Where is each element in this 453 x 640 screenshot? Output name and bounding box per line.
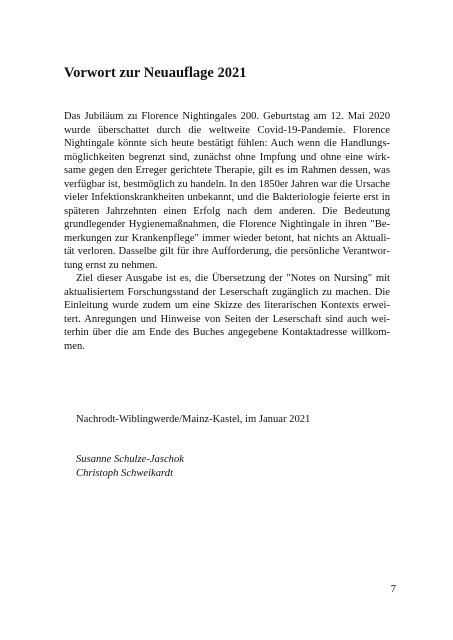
author-signatures [76,453,376,480]
place-and-date: Nachrodt-Wiblingwerde/Mainz-Kastel, im Januar 2021 [76,414,311,425]
author-name-1: Susanne Schulze-Jaschok [76,454,184,465]
paragraph-2: Ziel dieser Ausgabe ist es, die Übersetzung der "Notes on Nursing" mit aktualisiertem Forschungsstand der Leserschaft zugänglich zu machen. Die Einleitung wurde zudem um eine Skizze des literarischen Kontexts erweitert. Anregungen und Hinweise von Seiten der Leserschaft sind auch weiterhin über die am Ende des Buches angegebene Kontaktadresse willkommen. [64,273,390,352]
chapter-heading: Vorwort zur Neuauflage 2021 [64,65,247,81]
author-name-2: Christoph Schweikardt [76,467,174,479]
page-number: 7 [390,584,396,595]
preface-body [64,110,390,353]
paragraph-1: Das Jubiläum zu Florence Nightingales 200. Geburtstag am 12. Mai 2020 wurde überschattet durch die weltweite Covid-19-Pandemie. Florence Nightingale könnte sich heute bestätigt fühlen: Auch wenn die Handlungsmöglichkeiten begrenzt sind, zunächst ohne Impfung und ohne eine wirksame gegen den Erreger gerichtete Therapie, gilt es im Rahmen dessen, was verfügbar ist, bestmöglich zu handeln. In den 1850er Jahren war die Ursache vieler Infektionskrankheiten unbekannt, und die Bakteriologie feierte erst in späteren Jahrzehnten einen Erfolg nach dem anderen. Die Bedeutung grundlegender Hygienemaßnahmen, die Florence Nightingale in ihren "Bemerkungen zur Krankenpflege" immer wieder betont, hat nichts an Aktualität verloren. Dasselbe gilt für ihre Aufforderung, die persönliche Verantwortung ernst zu nehmen. [64,111,390,271]
